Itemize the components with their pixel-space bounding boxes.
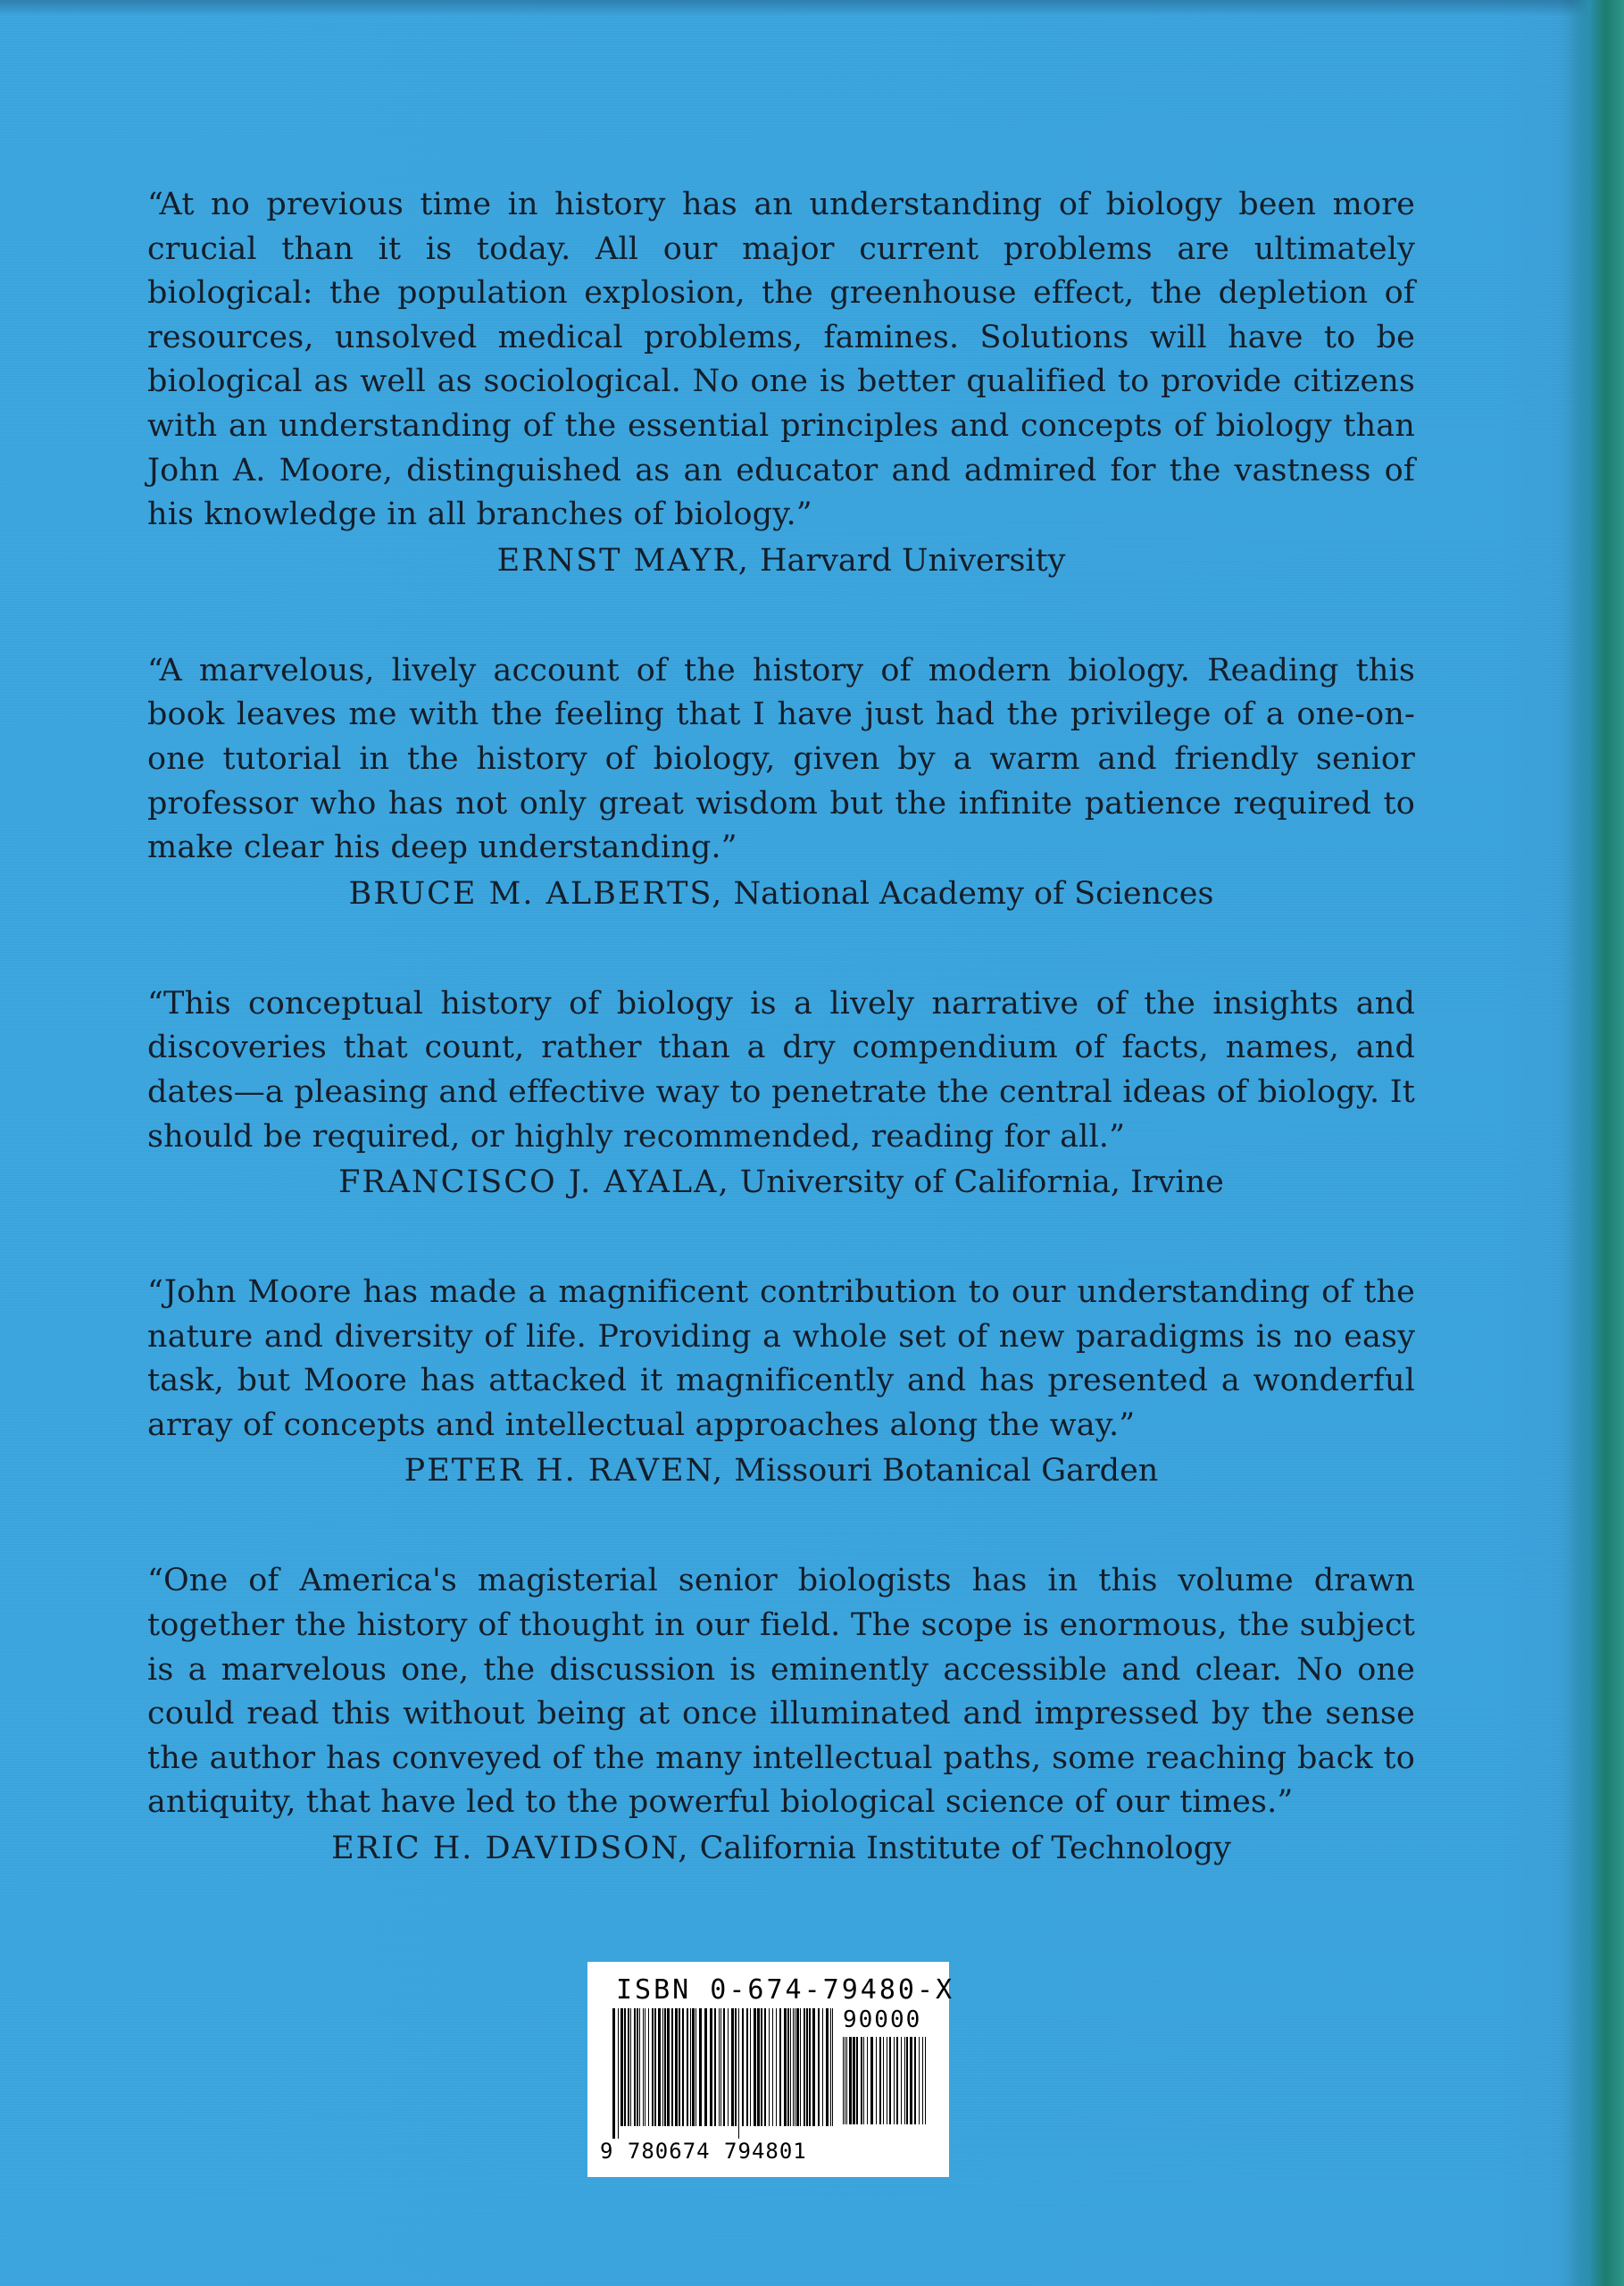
barcode-bar [812, 2008, 815, 2126]
barcode-bar [787, 2008, 789, 2126]
barcode-bar [876, 2037, 877, 2124]
endorser-affiliation: California Institute of Technology [699, 1831, 1231, 1867]
barcode-bar [843, 2037, 844, 2124]
barcode-bar [925, 2037, 926, 2124]
barcode-bar [738, 2008, 739, 2139]
barcode-bar [664, 2008, 666, 2126]
barcode-bar [714, 2008, 716, 2126]
barcode-bar [652, 2008, 654, 2126]
endorsement-quote: “At no previous time in history has an understanding of biology been more crucial than it is today. All our major current problems are ultimately biological: the population explosion, the greenhouse effect, the depletion of resources, unsolved medical problems, famines. Solutions will have to be biological as well as sociological. No one is better qualified to provide citizens with an understanding of the essential principles and concepts of biology than John A. Moore, distinguished as an educator and admired for the vastness of his knowledge in all branches of biology.” [147, 187, 1415, 533]
barcode-bar [620, 2008, 623, 2126]
barcode-bar [679, 2008, 680, 2126]
barcode-bar [692, 2008, 695, 2126]
barcode-bar [779, 2008, 781, 2126]
barcode-bar [861, 2037, 862, 2124]
barcode-bar [667, 2008, 670, 2126]
barcode-bar [654, 2008, 656, 2126]
barcode-bar [624, 2008, 626, 2126]
barcode-bar [784, 2008, 787, 2126]
barcode-bar [769, 2008, 770, 2126]
barcode-bar [800, 2008, 801, 2126]
barcode-bar [742, 2008, 744, 2126]
barcode-bar [662, 2008, 663, 2126]
barcode-bar [750, 2008, 751, 2126]
barcode-bar [919, 2037, 920, 2124]
barcode-bar [922, 2037, 923, 2124]
barcode-bar [846, 2037, 847, 2124]
barcode-bar [856, 2037, 858, 2124]
endorsement-alberts [147, 649, 1415, 916]
barcode-bar [719, 2008, 720, 2126]
endorser-affiliation: Missouri Botanical Garden [734, 1453, 1159, 1489]
barcode-bar [863, 2037, 864, 2124]
barcode-bar [896, 2037, 898, 2124]
barcode-bar [704, 2008, 707, 2126]
endorser-name: PETER H. RAVEN, [404, 1453, 725, 1489]
endorsement-attribution [147, 1827, 1415, 1871]
barcode-bar [728, 2008, 729, 2126]
endorsement-quote: “This conceptual history of biology is a lively narrative of the insights and discoveries that count, rather than a dry compendium of facts, names, and dates—a pleasing and effective way to penetrate the central ideas of biology. It should be required, or highly recommended, reading for all.” [147, 985, 1415, 1155]
barcode-bar [793, 2008, 794, 2126]
barcode-bar [634, 2008, 636, 2126]
barcode-bar [639, 2008, 640, 2126]
barcode-bar [804, 2008, 805, 2126]
barcode-bar [904, 2037, 905, 2124]
endorsements [147, 183, 1415, 1937]
barcode-bar [867, 2037, 868, 2124]
barcode-bar [870, 2037, 873, 2124]
barcode-bar [830, 2008, 831, 2126]
barcode-bar [630, 2008, 631, 2126]
barcode-bar [643, 2008, 644, 2126]
barcode-label [587, 1962, 955, 2177]
barcode-bar [757, 2008, 760, 2126]
endorsement-quote: “One of America's magisterial senior biologists has in this volume drawn together the history of thought in our field. The scope is enormous, the subject is a marvelous one, the discussion is eminently accessible and clear. No one could read this without being at once illuminated and impressed by the sense the author has conveyed of the many intellectual paths, some reaching back to antiquity, that have led to the powerful biological science of our times.” [147, 1563, 1415, 1821]
barcode-bar [618, 2008, 619, 2139]
endorsement-quote: “A marvelous, lively account of the history of modern biology. Reading this book leaves me with the feeling that I have just had the privilege of a one-on-one tutorial in the history of biology, given by a warm and friendly senior professor who has not only great wisdom but the infinite patience required to make clear his deep understanding.” [147, 652, 1415, 866]
endorsement-attribution [147, 539, 1415, 583]
endorser-name: ERIC H. DAVIDSON, [331, 1831, 690, 1867]
ean-digits: 9 780674 794801 [600, 2139, 807, 2164]
barcode-bar [849, 2037, 852, 2124]
barcode-bar [790, 2008, 791, 2126]
endorsement-quote: “John Moore has made a magnificent contribution to our understanding of the nature and diversity of life. Providing a whole set of new paradigms is no easy task, but Moore has attacked it magnificently and has presented a wonderful array of concepts and intellectual approaches along the way.” [147, 1274, 1415, 1443]
barcode-bar [910, 2037, 912, 2124]
barcode-bar [628, 2008, 629, 2126]
barcode-bar [772, 2008, 773, 2126]
barcode-bar [735, 2008, 737, 2126]
barcode-bar [879, 2037, 881, 2124]
endorser-name: FRANCISCO J. AYALA, [338, 1164, 730, 1201]
barcode-bar [675, 2008, 678, 2126]
endorsement-raven [147, 1271, 1415, 1493]
barcode-bar [883, 2037, 884, 2124]
addon-barcode-icon [843, 2037, 928, 2137]
barcode-bar [682, 2008, 684, 2126]
barcode-bar [809, 2008, 811, 2126]
barcode-bar [776, 2008, 777, 2126]
endorser-affiliation: University of California, Irvine [739, 1164, 1224, 1201]
endorsement-ayala [147, 982, 1415, 1205]
barcode-bar [690, 2008, 691, 2126]
barcode-bar [901, 2037, 902, 2124]
spine-edge [1570, 0, 1624, 2286]
barcode-bar [764, 2008, 766, 2126]
price-code: 90000 [843, 2007, 922, 2033]
barcode-bar [796, 2008, 799, 2126]
endorser-name: ERNST MAYR, [496, 542, 750, 579]
barcode-bar [761, 2008, 762, 2126]
barcode-bar [746, 2008, 748, 2126]
barcode-bar [637, 2008, 638, 2126]
barcode-bar [818, 2008, 820, 2126]
barcode-bar [806, 2008, 808, 2126]
barcode-bar [687, 2008, 688, 2126]
barcode-bar [894, 2037, 895, 2124]
barcode-bar [695, 2008, 696, 2126]
barcode-bar [889, 2037, 891, 2124]
barcode-bar [906, 2037, 908, 2124]
barcode-bar [648, 2008, 649, 2126]
endorsement-attribution [147, 872, 1415, 916]
ean-barcode-icon [612, 2008, 836, 2139]
barcode-bar [720, 2008, 721, 2126]
barcode-bar [658, 2008, 661, 2126]
endorsement-attribution [147, 1161, 1415, 1205]
endorsement-attribution [147, 1449, 1415, 1493]
barcode-bar [822, 2008, 823, 2126]
barcode-bar [723, 2008, 725, 2126]
barcode-bar [699, 2008, 702, 2126]
barcode-bar [832, 2008, 833, 2126]
barcode-bar [754, 2008, 756, 2126]
endorsement-mayr [147, 183, 1415, 583]
endorsement-davidson [147, 1559, 1415, 1871]
barcode-bar [731, 2008, 734, 2126]
barcode-bar [853, 2037, 855, 2124]
endorser-name: BRUCE M. ALBERTS, [348, 875, 724, 912]
barcode-bar [914, 2037, 916, 2124]
barcode-bar [710, 2008, 712, 2126]
barcode-bar [612, 2008, 615, 2139]
top-edge-shadow [0, 0, 1624, 16]
barcode-bar [826, 2008, 829, 2126]
endorser-affiliation: National Academy of Sciences [733, 875, 1214, 912]
endorser-affiliation: Harvard University [759, 542, 1066, 579]
barcode-bar [671, 2008, 673, 2126]
isbn-text: ISBN 0-674-79480-X [616, 1974, 955, 2006]
